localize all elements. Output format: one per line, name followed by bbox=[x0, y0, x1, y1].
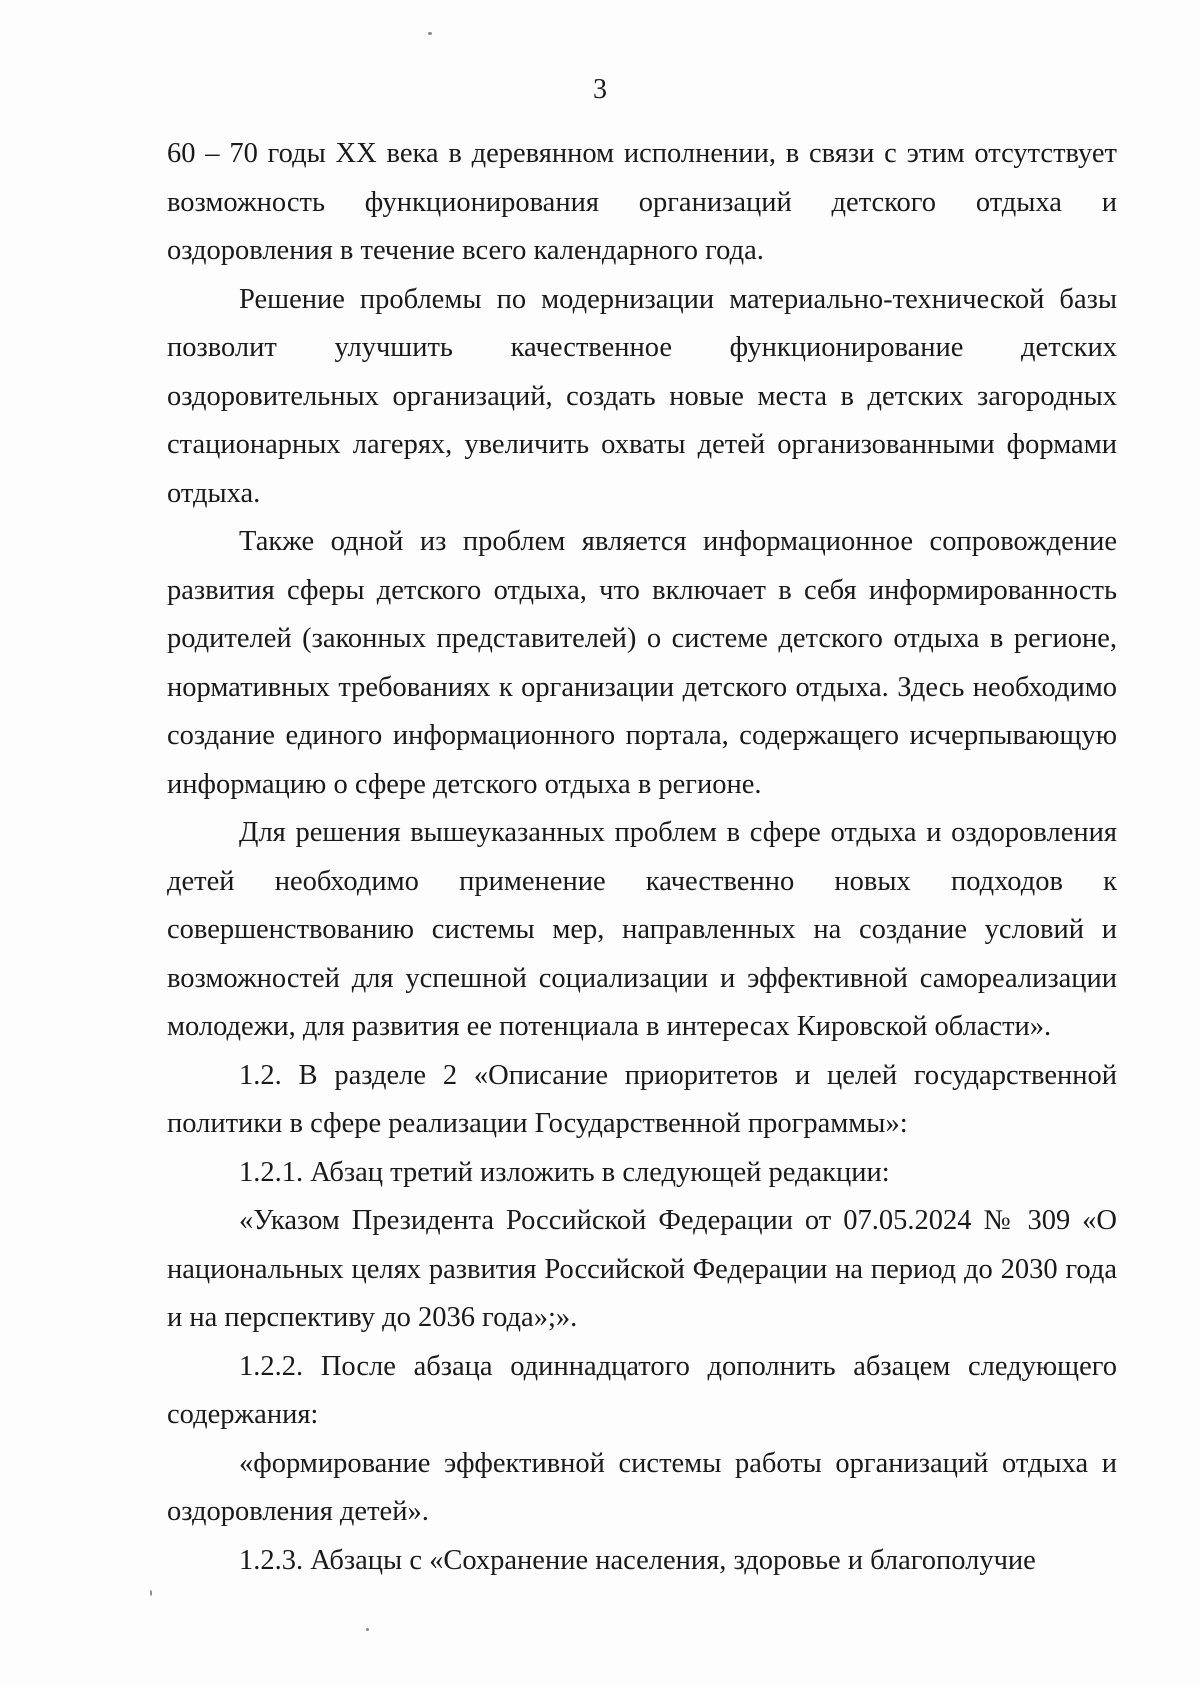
paragraph bbox=[167, 276, 1117, 519]
text-line: оздоровления в течение всего календарного года. bbox=[167, 235, 764, 266]
paragraph bbox=[167, 1343, 1117, 1440]
text-line: возможность функционирования организаций детского отдыха и bbox=[167, 186, 1117, 218]
text-line: нормативных требованиях к организации детского отдыха. Здесь необходимо bbox=[167, 671, 1117, 703]
text-line: молодежи, для развития ее потенциала в интересах Кировской области». bbox=[167, 1011, 1052, 1042]
page-number: 3 bbox=[593, 74, 607, 105]
text-line: детей необходимо применение качественно новых подходов к bbox=[167, 865, 1117, 897]
paragraph bbox=[167, 1052, 1117, 1149]
paragraph bbox=[167, 1537, 1117, 1586]
text-line: 60 – 70 годы XX века в деревянном исполнении, в связи с этим отсутствует bbox=[167, 138, 1117, 169]
text-line: отдыха. bbox=[167, 477, 261, 509]
text-line: 1.2.1. Абзац третий изложить в следующей редакции: bbox=[239, 1156, 890, 1188]
paragraph bbox=[167, 1197, 1117, 1343]
text-line: родителей (законных представителей) о системе детского отдыха в регионе, bbox=[167, 623, 1117, 654]
paragraph bbox=[167, 1149, 1117, 1198]
text-line: политики в сфере реализации Государственной программы»: bbox=[167, 1108, 908, 1139]
text-line: развития сферы детского отдыха, что включает в себя информированность bbox=[167, 574, 1117, 606]
paragraph bbox=[167, 130, 1117, 276]
document-body bbox=[167, 130, 1117, 1585]
scan-speck bbox=[150, 1590, 152, 1596]
text-line: Решение проблемы по модернизации материально-технической базы bbox=[239, 283, 1117, 315]
text-line: «Указом Президента Российской Федерации от 07.05.2024 № 309 «О bbox=[239, 1205, 1117, 1236]
scan-speck bbox=[428, 32, 432, 35]
text-line: содержания: bbox=[167, 1399, 319, 1430]
scan-speck bbox=[366, 1628, 369, 1631]
text-line: национальных целях развития Российской Федерации на период до 2030 года bbox=[167, 1253, 1117, 1285]
text-line: 1.2. В разделе 2 «Описание приоритетов и целей государственной bbox=[239, 1059, 1117, 1091]
text-line: 1.2.3. Абзацы с «Сохранение населения, здоровье и благополучие bbox=[239, 1544, 1036, 1576]
text-line: 1.2.2. После абзаца одиннадцатого дополнить абзацем следующего bbox=[239, 1350, 1117, 1382]
text-line: совершенствованию системы мер, направленных на создание условий и bbox=[167, 914, 1117, 945]
text-line: создание единого информационного портала, содержащего исчерпывающую bbox=[167, 720, 1117, 751]
text-line: «формирование эффективной системы работы организаций отдыха и bbox=[239, 1447, 1117, 1479]
text-line: оздоровительных организаций, создать новые места в детских загородных bbox=[167, 380, 1117, 412]
paragraph bbox=[167, 518, 1117, 809]
paragraph bbox=[167, 1440, 1117, 1537]
text-line: оздоровления детей». bbox=[167, 1496, 429, 1527]
text-line: и на перспективу до 2036 года»;». bbox=[167, 1302, 578, 1333]
text-line: информацию о сфере детского отдыха в регионе. bbox=[167, 768, 762, 800]
text-line: стационарных лагерях, увеличить охваты детей организованными формами bbox=[167, 429, 1117, 460]
paragraph bbox=[167, 809, 1117, 1052]
text-line: Также одной из проблем является информационное сопровождение bbox=[239, 526, 1117, 557]
text-line: возможностей для успешной социализации и эффективной самореализации bbox=[167, 962, 1117, 994]
text-line: Для решения вышеуказанных проблем в сфере отдыха и оздоровления bbox=[239, 817, 1117, 848]
text-line: позволит улучшить качественное функционирование детских bbox=[167, 332, 1117, 363]
